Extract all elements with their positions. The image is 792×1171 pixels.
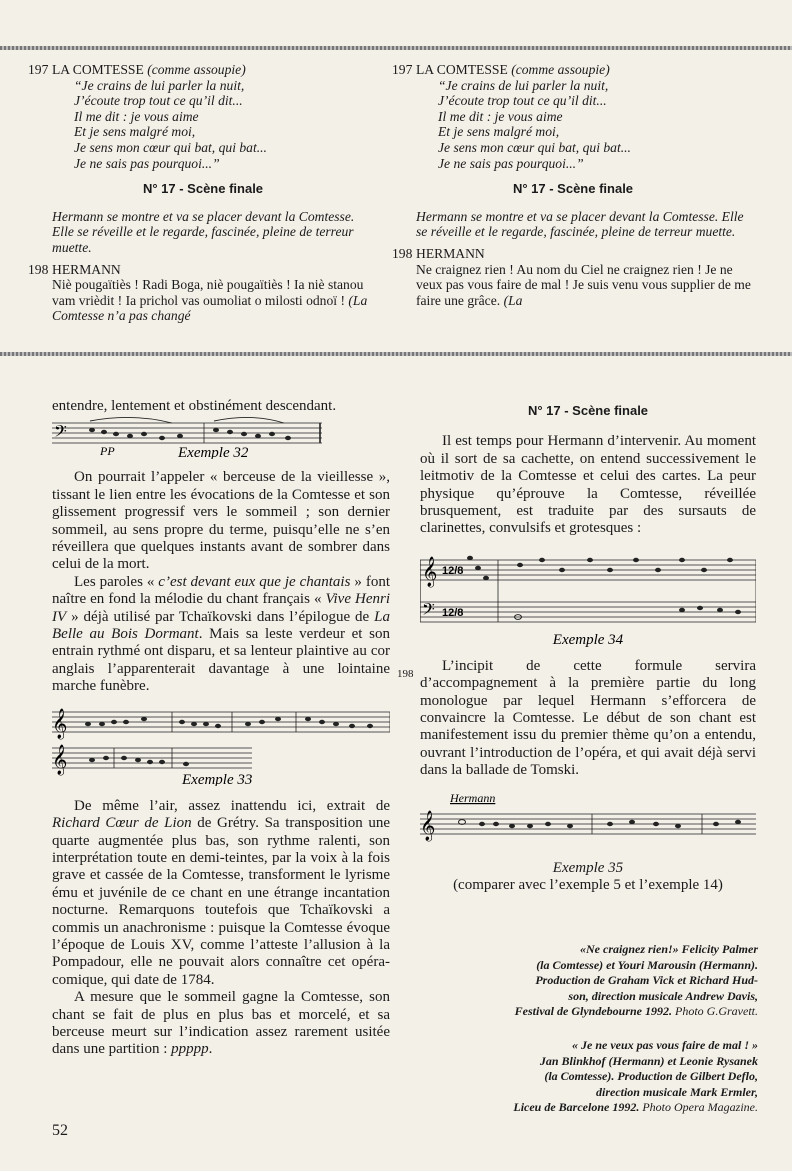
example-caption: Exemple 33 — [182, 771, 253, 786]
paragraph: On pourrait l’appeler « berceuse de la vieillesse », tissant le lien entre les évocations de la Comtesse et son glissement progressif vers le sommeil ; son dernier sommeil, au sens propre du terme, puisqu’elle ne s’en réveillera que quelques instants avant de sombrer dans celui de la mort. — [52, 469, 390, 573]
speaker: HERMANN — [416, 245, 485, 261]
example-caption: Exemple 35 — [552, 859, 624, 876]
verse-line: J’écoute trop tout ce qu’il dit... — [74, 93, 243, 109]
dialogue: Ne craignez rien ! Au nom du Ciel ne craignez rien ! Je ne veux pas vous faire de mal ! Je suis venu vous supplier de me faire une grâce. (La — [416, 261, 751, 308]
verse-line: Et je sens malgré moi, — [74, 124, 196, 140]
stage-text: Hermann se montre et va se placer devant la Comtesse. Elle se réveille et le regarde, fascinée, pleine de terreur muette. — [52, 208, 355, 255]
verse-line: Je ne sais pas pourquoi...” — [438, 155, 584, 171]
example-caption: Exemple 34 — [552, 631, 624, 648]
stage-direction: (comme assoupie) — [511, 62, 610, 77]
paragraph: L’incipit de cette formule servira d’accompagnement à la première partie du long monologue par lequel Hermann s’efforcera de convaincre la Comtesse. Le début de son chant est manifestement issu du premier thème qu’on a entendu, ouvrant l’introduction de l’opéra, et qui avait déjà servi dans la ballade de Tomski. — [420, 657, 756, 779]
photo-caption: «Ne craignez rien!» Felicity Palmer (la Comtesse) et Youri Marousin (Hermann). Production de Graham Vick et Richard Hud- son, direction musicale Andrew Davis, Festival de Glyndebourne 1992. Photo G.Gravett. — [514, 942, 758, 1018]
libretto-french — [392, 62, 754, 308]
treble-clef-icon: 𝄞 — [420, 810, 436, 841]
number-197: 197 — [392, 62, 413, 77]
verse-line: Il me dit : je vous aime — [438, 108, 563, 124]
music-example-35 — [420, 780, 756, 860]
treble-clef-icon: 𝄞 — [422, 556, 438, 587]
dialogue: Niè pougaïtiès ! Radi Boga, niè pougaïtiès ! Ia niè stanou vam vrièdit ! Ia prichol vas oumoliat o milosti odnoï ! (La Comtesse n’a pas changé — [52, 277, 368, 324]
right-column — [420, 398, 756, 895]
speaker: LA COMTESSE — [52, 62, 144, 77]
music-example-32 — [52, 415, 390, 459]
photo-caption: « Je ne veux pas vous faire de mal ! » Jan Blinkhof (Hermann) et Leonie Rysanek (la Comtesse). Production de Gilbert Deflo, direction musicale Mark Ermler, Liceu de Barcelone 1992. Photo Opera Magazine. — [513, 1038, 758, 1114]
verse-line: “Je crains de lui parler la nuit, — [74, 77, 245, 93]
verse-line: Je sens mon cœur qui bat, qui bat... — [74, 139, 267, 155]
paragraph: De même l’air, assez inattendu ici, extrait de Richard Cœur de Lion de Grétry. Sa transposition une quarte augmentée plus bas, son rythme ralenti, son interprétation toute en demi-teintes, par la voix à la fois grave et cassée de la Comtesse, transforment le lyrisme ému et juvénile de ce chant en une étrange incantation nocturne. Remarquons toutefois que Tchaïkovski a commis un anachronisme : puisque la Comtesse évoque l’époque de Louis XV, comme l’atteste l’allusion à la Pompadour, elle ne pouvait alors connaître cet opéra-comique, qui date de 1784. — [52, 797, 390, 988]
paragraph: Les paroles « c’est devant eux que je chantais » font naître en fond la mélodie du chant français « Vive Henri IV » déjà utilisé par Tchaïkovski dans l’épilogue de La Belle au Bois Dormant. Mais sa leste verdeur et son entrain rythmé ont disparu, et sa lenteur plaintive au cor anglais l’apparenterait davantage à une lointaine marche funèbre. — [52, 573, 390, 695]
verse-line: Et je sens malgré moi, — [438, 124, 560, 140]
stage-text: Hermann se montre et va se placer devant la Comtesse. Elle se réveille et le regarde, fascinée, pleine de terreur muette. — [416, 208, 744, 240]
verse-line: J’écoute trop tout ce qu’il dit... — [438, 93, 607, 109]
verse-line: Je ne sais pas pourquoi...” — [74, 155, 220, 171]
libretto-russian — [28, 62, 378, 324]
number-198: 198 — [28, 261, 49, 277]
page-number: 52 — [52, 1122, 68, 1139]
verse-line: “Je crains de lui parler la nuit, — [438, 77, 609, 93]
top-divider — [0, 46, 792, 50]
paragraph: (comparer avec l’exemple 5 et l’exemple 14) — [453, 877, 723, 894]
number-197: 197 — [28, 62, 49, 77]
treble-clef-icon: 𝄞 — [52, 708, 68, 739]
music-example-34 — [420, 538, 756, 648]
paragraph: entendre, lentement et obstinément descendant. — [52, 398, 337, 414]
time-signature: 12/8 — [442, 564, 464, 577]
treble-clef-icon: 𝄞 — [52, 744, 68, 775]
section-heading: N° 17 - Scène finale — [142, 181, 264, 197]
number-198: 198 — [392, 245, 413, 261]
verse-line: Je sens mon cœur qui bat, qui bat... — [438, 139, 631, 155]
music-example-33 — [52, 696, 390, 786]
voice-label: Hermann — [450, 790, 496, 805]
time-signature: 12/8 — [442, 606, 464, 619]
stage-direction: (comme assoupie) — [147, 62, 246, 77]
left-column — [52, 398, 390, 1059]
margin-number: 198 — [397, 668, 414, 680]
bass-clef-icon: 𝄢 — [422, 598, 435, 623]
middle-divider — [0, 352, 792, 356]
verse-line: Il me dit : je vous aime — [74, 108, 199, 124]
dynamic-marking: PP — [100, 444, 115, 459]
bass-clef-icon: 𝄢 — [54, 421, 67, 446]
section-heading: N° 17 - Scène finale — [512, 181, 634, 197]
speaker: LA COMTESSE — [416, 62, 508, 77]
paragraph: Il est temps pour Hermann d’intervenir. Au moment où il sort de sa cachette, on entend successivement le leitmotiv de la Comtesse et celui des cartes. La peur physique qu’éprouve la Comtesse, réveillée brusquement, est traduite par des sursauts de clarinettes, convulsifs et grotesques : — [420, 433, 756, 537]
example-caption: Exemple 32 — [178, 445, 249, 460]
section-heading: N° 17 - Scène finale — [527, 403, 649, 418]
speaker: HERMANN — [52, 261, 121, 277]
paragraph: A mesure que le sommeil gagne la Comtesse, son chant se fait de plus en plus bas et morcelé, et sa berceuse meurt sur l’indication assez rarement usitée dans une partition : ppppp. — [52, 989, 390, 1058]
